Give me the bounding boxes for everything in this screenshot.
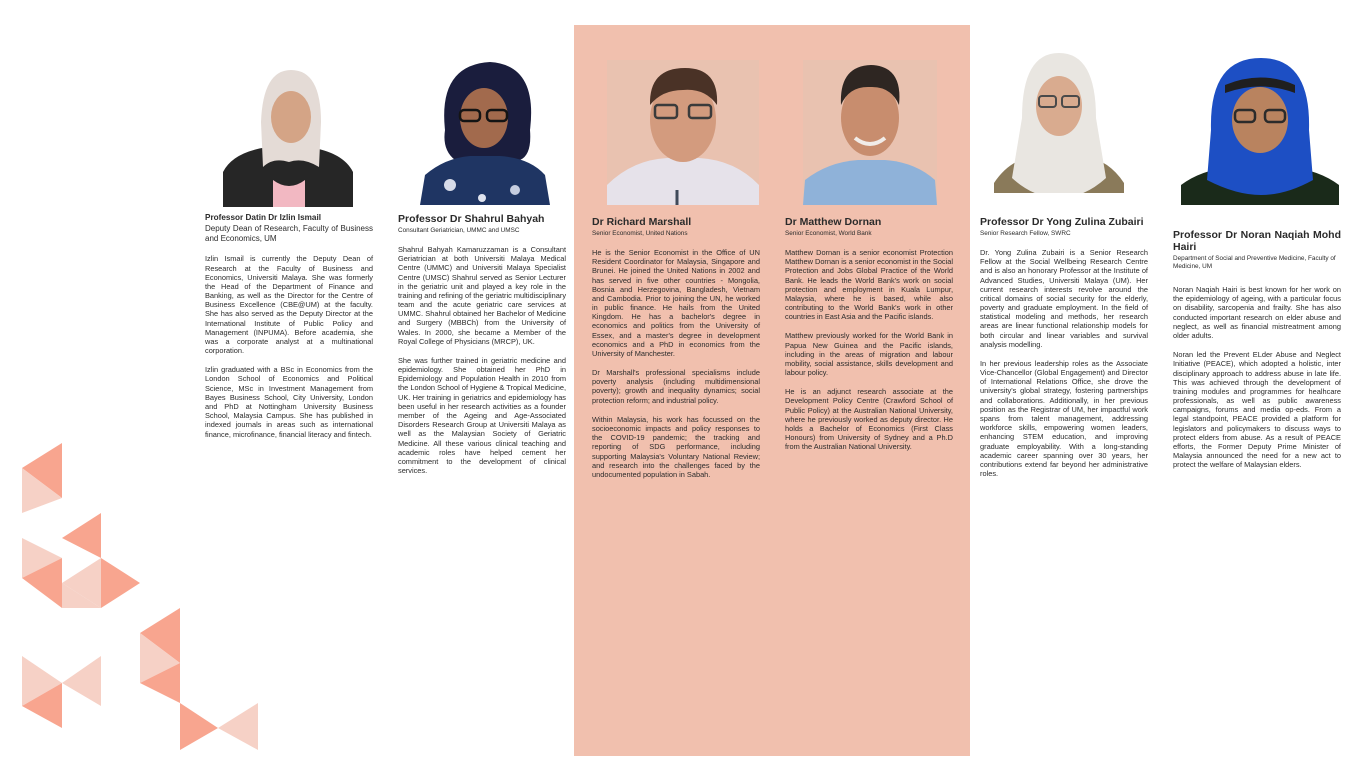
bio-paragraph: She was further trained in geriatric medicine and epidemiology. She obtained her PhD in Epidemiology and Population Health in 2010 from the London School of Hygiene & Tropical Medicine, UK. Her training in geriatrics and epidemiology has been useful in her research activities as a founder member of the Ageing and Age-Associated Disorders Research Group at Universiti Malaya as well as the Malaysian Society of Geriatric Medicine. All these various clinical teaching and academic roles have helped cement her commitment to the development of clinical services. <box>398 355 566 476</box>
profile-title: Deputy Dean of Research, Faculty of Business and Economics, UM <box>205 224 373 244</box>
bio-paragraph: Noran Naqiah Hairi is best known for her work on the epidemiology of ageing, with a particular focus on disability, sarcopenia and frailty. She has also conducted important research on elder abuse and neglect, as well as financial mistreatment among older adults. <box>1173 285 1341 340</box>
profile-title: Senior Economist, World Bank <box>785 230 872 238</box>
profile-bio <box>398 245 566 475</box>
portrait-photo <box>223 62 353 207</box>
bio-paragraph: Shahrul Bahyah Kamaruzzaman is a Consultant Geriatrician at both Universiti Malaya Medical Centre (UMMC) and Universiti Malaya Specialist Centre (UMSC) Shahrul served as Senior Lecturer in the geriatric unit and played a key role in the training and refining of the geriatric multidisciplinary team and the acute geriatric care services at UMMC. Shahrul obtained her Bachelor of Medicine and Surgery (MBBCh) from the University of Wales. In 2000, she became a Member of the Royal College of Physicians (MRCP), UK. <box>398 245 567 346</box>
profile-title: Senior Research Fellow, SWRC <box>980 230 1071 238</box>
profile-title: Consultant Geriatrician, UMMC and UMSC <box>398 227 520 235</box>
profile-name: Professor Dr Yong Zulina Zubairi <box>980 216 1144 228</box>
bio-paragraph: Within Malaysia, his work has focussed on the socioeconomic impacts and policy responses to the COVID-19 pandemic; the tracking and reporting of SDG performance, including supporting Malaysia's Voluntary National Review; and research into the challenges faced by the undocumented population in Sabah. <box>592 414 760 479</box>
profile-bio <box>785 248 953 451</box>
portrait-photo <box>803 60 937 205</box>
bio-paragraph: Matthew Dornan is a senior economist Protection Matthew Dornan is a senior economist in the Social Protection and Jobs Global Practice of the World Bank. He leads the World Bank's work on social protection and employment in Kuala Lumpur, Malaysia, where he is based, while also contributing to the World Bank's work in other countries in East Asia and the Pacific islands. <box>785 248 954 322</box>
portrait-photo <box>420 60 550 205</box>
profile-name: Dr Richard Marshall <box>592 216 692 228</box>
bio-paragraph: Dr. Yong Zulina Zubairi is a Senior Research Fellow at the Social Wellbeing Research Centre and is also an honorary Professor at the Institute of Advanced Studies, Universiti Malaya (UM). Her current research interests revolve around the critical domains of social security for the elderly, poverty and graduate employment. In the field of statistical modeling and methods, her research areas are linear functional relationship models for both circular and linear variables and survival analysis modelling. <box>980 248 1148 349</box>
profile-name: Professor Datin Dr Izlin Ismail <box>205 213 322 222</box>
bio-paragraph: Izlin Ismail is currently the Deputy Dean of Research at the Faculty of Business and Economics, Universiti Malaya. She was formerly the Head of the Department of Finance and Banking, as well as the Director for the Centre of Business Excellence (CBE@UM) at the faculty. She has also served as the Deputy Director at the International Institute of Public Policy and Management (INPUMA). Before academia, she was a corporate analyst at a multinational corporation. <box>205 254 373 356</box>
profile-name: Dr Matthew Dornan <box>785 216 882 228</box>
portrait-photo <box>1181 55 1339 205</box>
bio-paragraph: He is the Senior Economist in the Office of UN Resident Coordinator for Malaysia, Singapore and Brunei. He joined the United Nations in 2002 and has served in five other countries - Mongolia, Bosnia and Herzegovina, Bangladesh, Vietnam and Cambodia. Prior to joining the UN, he worked in public finance. He hails from the United Kingdom. He has a bachelor's degree in economics and politics from the University of Essex, and a master's degree in development economics and a PhD in economics from the University of Manchester. <box>592 248 760 358</box>
profile-title: Senior Economist, United Nations <box>592 230 688 238</box>
portrait-photo <box>607 60 759 205</box>
bio-paragraph: Dr Marshall's professional specialisms include poverty analysis (including multidimensional poverty); growth and inequality dynamics; social protection reform; and industrial policy. <box>592 368 760 405</box>
triangle-pattern-graphic <box>0 428 300 768</box>
profile-bio <box>980 248 1148 478</box>
profile-title: Department of Social and Preventive Medicine, Faculty of Medicine, UM <box>1173 255 1336 271</box>
profile-name: Professor Dr Shahrul Bahyah <box>398 213 545 225</box>
bio-paragraph: He is an adjunct research associate at the Development Policy Centre (Crawford School of Public Policy) at the Australian National University, where he previously worked as deputy director. He holds a Bachelor of Economics (First Class Honours) from University of Sydney and a Ph.D from the Australian National University. <box>785 387 953 452</box>
profile-bio <box>592 248 760 479</box>
bio-paragraph: In her previous leadership roles as the Associate Vice-Chancellor (Global Engagement) and Director of International Relations Office, she drove the university's global strategy, fostering partnerships and collaborations. Additionally, in her previous position as the Registrar of UM, her impactful work spans from talent management, addressing workforce skills, empowering women leaders, enhancing STEM education, and improving graduate employability. With a long-standing academic career spanning over 30 years, her contributions extend far beyond her administrative roles. <box>980 358 1148 479</box>
bio-paragraph: Izlin graduated with a BSc in Economics from the London School of Economics and Political Science, MSc in Investment Management from Bayes Business School, City University, London and PhD at Nottingham University Business School, Malaysia Campus. She has published in indexed journals in areas such as international finance, microfinance, financial literacy and fintech. <box>205 365 373 439</box>
bio-paragraph: Matthew previously worked for the World Bank in Papua New Guinea and the Pacific islands, including in the areas of migration and labour mobility, social assistance, skills development and labour policy. <box>785 331 953 378</box>
profile-bio <box>1173 285 1341 469</box>
portrait-photo <box>994 48 1124 193</box>
profile-bio <box>205 254 373 438</box>
bio-paragraph: Noran led the Prevent ELder Abuse and Neglect Initiative (PEACE), which adopted a holistic, inter disciplinary approach to address abuse in late life. This was achieved through the development of training modules and programmes for healhcare professionals, as well as public awareness campaigns, forums and media op-eds. From a legal standpoint, PEACE provided a platform for legislators and policymakers to discuss ways to protect elders from abuse. As a result of PEACE efforts, the Former Deputy Prime Minister of Malaysia announced the need for a new act to protect the welfare of Malaysian elders. <box>1173 350 1341 470</box>
profile-name: Professor Dr Noran Naqiah Mohd Hairi <box>1173 229 1341 254</box>
